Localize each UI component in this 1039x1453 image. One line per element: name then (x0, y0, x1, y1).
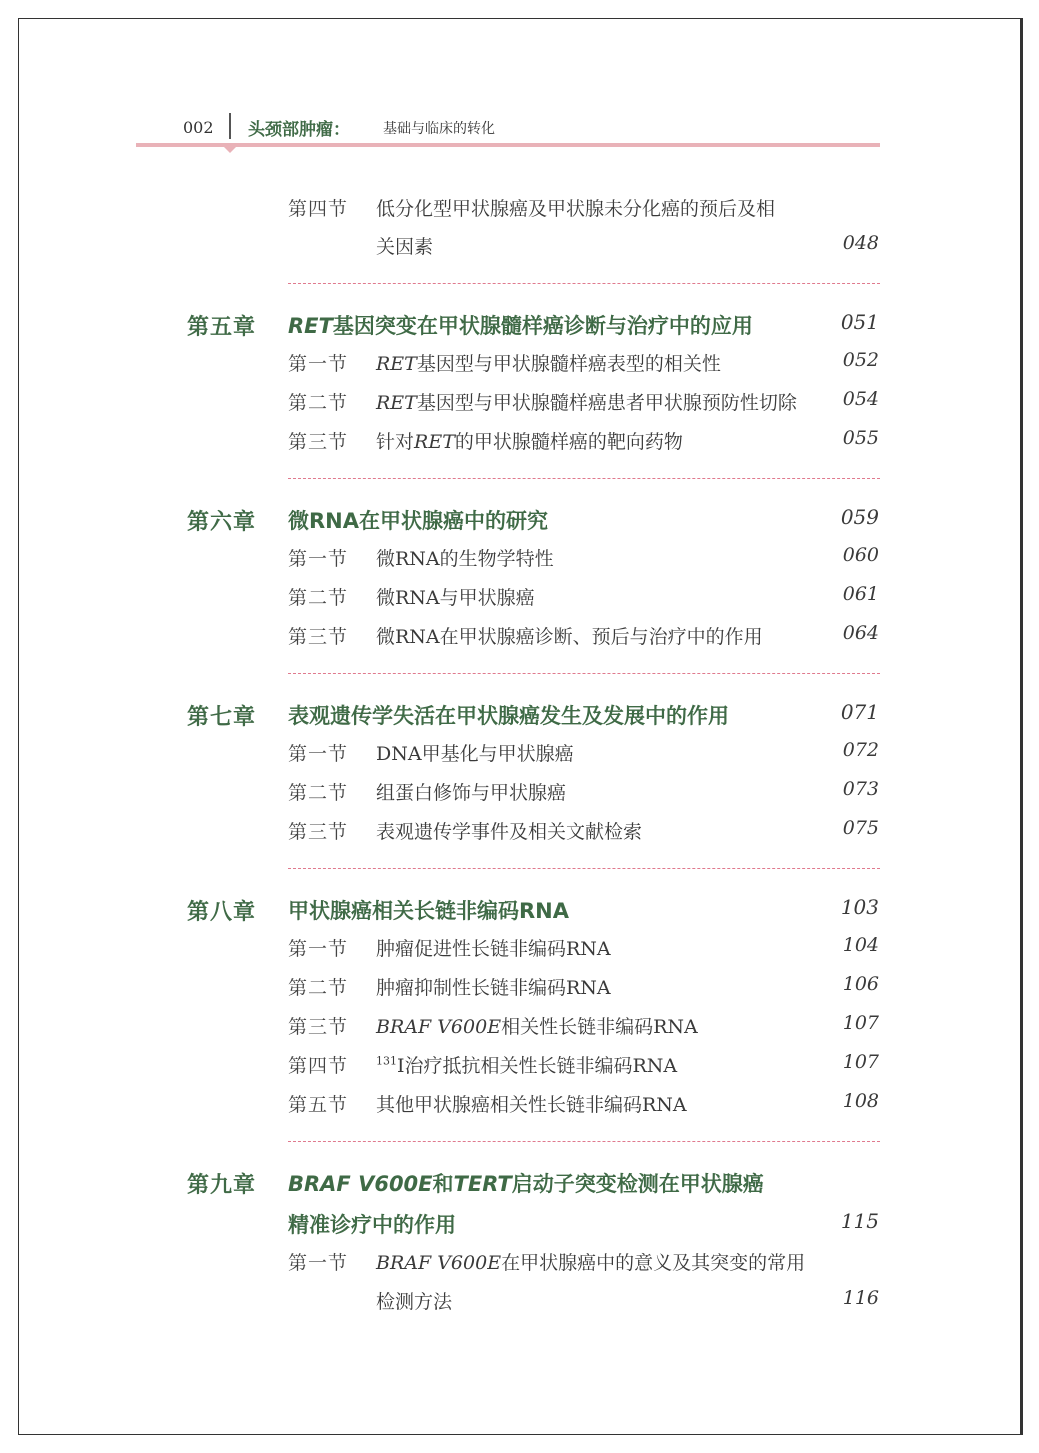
section-title: 肿瘤促进性长链非编码RNA (376, 938, 611, 960)
section-page: 107 (842, 1012, 879, 1034)
section-title: 微RNA在甲状腺癌诊断、预后与治疗中的作用 (376, 626, 763, 648)
chapter-divider (288, 673, 880, 674)
page-frame-bottom (18, 1434, 1022, 1435)
chapter-divider (288, 1141, 880, 1142)
header-divider (229, 113, 231, 139)
section-title: DNA甲基化与甲状腺癌 (376, 743, 574, 765)
section-number: 第三节 (288, 1016, 349, 1038)
section-number: 第四节 (288, 1055, 349, 1077)
chapter-number: 第八章 (187, 899, 257, 925)
chapter-title: 微RNA在甲状腺癌中的研究 (288, 509, 548, 533)
section-page: 108 (842, 1090, 879, 1112)
toc-chapter-row-continued[interactable] (0, 1209, 1039, 1245)
toc-section-row[interactable] (0, 817, 1039, 853)
section-title: 针对RET的甲状腺髓样癌的靶向药物 (376, 431, 683, 453)
section-number: 第一节 (288, 1252, 349, 1274)
toc-section-row[interactable] (0, 1090, 1039, 1126)
section-title: 组蛋白修饰与甲状腺癌 (376, 782, 567, 804)
section-page: 116 (842, 1287, 879, 1309)
running-header (0, 108, 1039, 152)
header-rule-notch (224, 147, 236, 153)
chapter-title: 表观遗传学失活在甲状腺癌发生及发展中的作用 (288, 704, 729, 728)
section-title: 其他甲状腺癌相关性长链非编码RNA (376, 1094, 687, 1116)
toc-chapter-row[interactable] (0, 1168, 1039, 1204)
section-page: 061 (842, 583, 879, 605)
section-number: 第一节 (288, 353, 349, 375)
section-number: 第三节 (288, 431, 349, 453)
section-page: 048 (842, 232, 879, 254)
section-page: 064 (842, 622, 879, 644)
chapter-divider (288, 478, 880, 479)
toc-chapter-row[interactable] (0, 505, 1039, 541)
chapter-divider (288, 868, 880, 869)
section-title: 低分化型甲状腺癌及甲状腺未分化癌的预后及相 (376, 198, 776, 220)
toc-chapter-row[interactable] (0, 700, 1039, 736)
toc-section-row[interactable] (0, 973, 1039, 1009)
section-page: 073 (842, 778, 879, 800)
section-page: 054 (842, 388, 879, 410)
toc-section-row[interactable] (0, 388, 1039, 424)
chapter-number: 第五章 (187, 314, 257, 340)
toc-section-row-continued[interactable] (0, 232, 1039, 268)
section-number: 第一节 (288, 938, 349, 960)
section-page: 052 (842, 349, 879, 371)
section-page: 055 (842, 427, 879, 449)
section-number: 第三节 (288, 821, 349, 843)
toc-chapter-row[interactable] (0, 310, 1039, 346)
section-number: 第二节 (288, 587, 349, 609)
section-page: 107 (842, 1051, 879, 1073)
section-page: 075 (842, 817, 879, 839)
chapter-page: 115 (840, 1209, 879, 1233)
section-title: 肿瘤抑制性长链非编码RNA (376, 977, 611, 999)
chapter-title-continued: 精准诊疗中的作用 (288, 1213, 456, 1237)
section-number: 第二节 (288, 782, 349, 804)
section-title: RET基因型与甲状腺髓样癌患者甲状腺预防性切除 (376, 392, 797, 414)
toc-section-row[interactable] (0, 1051, 1039, 1087)
section-number: 第五节 (288, 1094, 349, 1116)
section-title: BRAF V600E在甲状腺癌中的意义及其突变的常用 (376, 1252, 806, 1274)
chapter-number: 第七章 (187, 704, 257, 730)
section-title: 微RNA的生物学特性 (376, 548, 554, 570)
section-number: 第三节 (288, 626, 349, 648)
page-number: 002 (183, 118, 214, 137)
section-title: BRAF V600E相关性长链非编码RNA (376, 1016, 698, 1038)
section-number: 第四节 (288, 198, 349, 220)
toc-section-row[interactable] (0, 1012, 1039, 1048)
section-page: 060 (842, 544, 879, 566)
chapter-page: 051 (840, 310, 879, 334)
page-frame-top (18, 18, 1022, 19)
section-number: 第一节 (288, 743, 349, 765)
chapter-number: 第九章 (187, 1172, 257, 1198)
section-title: $^{131}$I治疗抵抗相关性长链非编码RNA (376, 1054, 678, 1077)
section-title-continued: 关因素 (376, 236, 434, 258)
toc-section-row[interactable] (0, 427, 1039, 463)
book-title: 头颈部肿瘤： (248, 120, 350, 140)
section-number: 第二节 (288, 392, 349, 414)
toc-chapter-row[interactable] (0, 895, 1039, 931)
toc-section-row[interactable] (0, 349, 1039, 385)
chapter-page: 103 (840, 895, 879, 919)
section-number: 第一节 (288, 548, 349, 570)
toc-section-row[interactable] (0, 544, 1039, 580)
toc-section-row[interactable] (0, 1248, 1039, 1284)
section-title: RET基因型与甲状腺髓样癌表型的相关性 (376, 353, 721, 375)
section-title: 表观遗传学事件及相关文献检索 (376, 821, 643, 843)
chapter-title: 甲状腺癌相关长链非编码RNA (288, 899, 569, 923)
toc-section-row[interactable] (0, 583, 1039, 619)
toc-section-row[interactable] (0, 934, 1039, 970)
chapter-page: 071 (840, 700, 879, 724)
chapter-title: BRAF V600E和TERT启动子突变检测在甲状腺癌 (288, 1172, 764, 1196)
toc-section-row[interactable] (0, 622, 1039, 658)
section-page: 106 (842, 973, 879, 995)
section-title-continued: 检测方法 (376, 1291, 453, 1313)
section-number: 第二节 (288, 977, 349, 999)
chapter-number: 第六章 (187, 509, 257, 535)
section-page: 072 (842, 739, 879, 761)
toc-section-row[interactable] (0, 778, 1039, 814)
toc-section-row[interactable] (0, 194, 1039, 230)
chapter-divider (288, 283, 880, 284)
toc-section-row-continued[interactable] (0, 1287, 1039, 1323)
book-subtitle: 基础与临床的转化 (383, 121, 495, 137)
header-rule (136, 143, 880, 147)
toc-section-row[interactable] (0, 739, 1039, 775)
chapter-page: 059 (840, 505, 879, 529)
section-page: 104 (842, 934, 879, 956)
chapter-title: RET基因突变在甲状腺髓样癌诊断与治疗中的应用 (288, 314, 753, 338)
section-title: 微RNA与甲状腺癌 (376, 587, 535, 609)
